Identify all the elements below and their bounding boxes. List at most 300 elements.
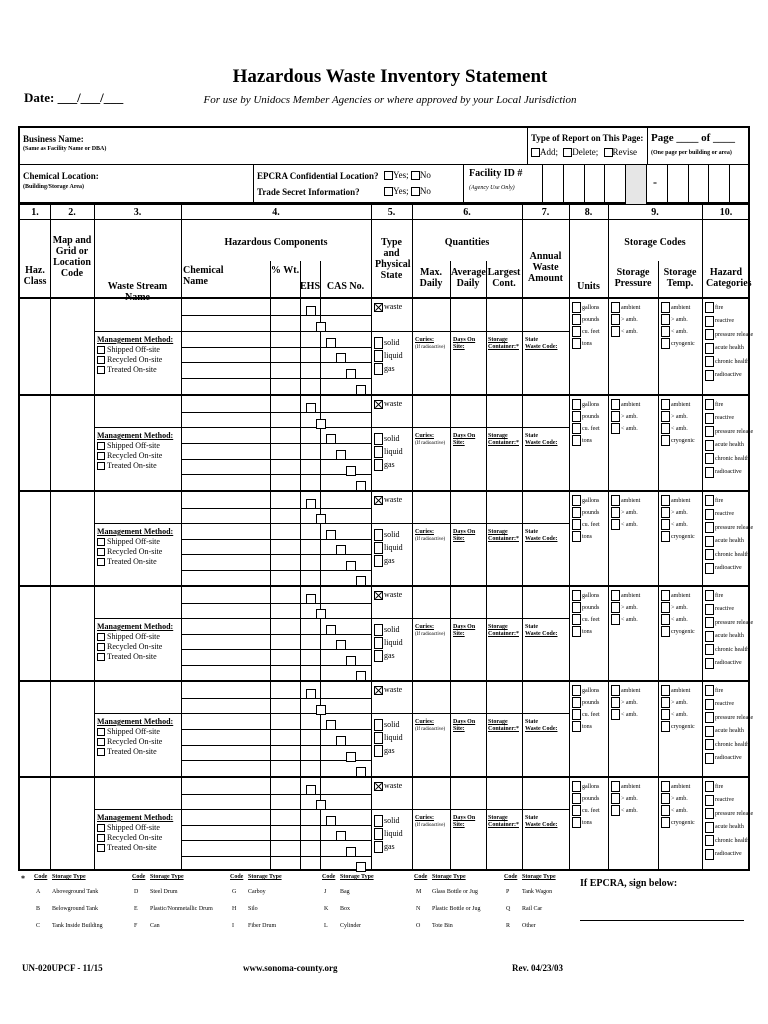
ehs-checkbox[interactable] — [346, 752, 356, 762]
treated-onsite-option[interactable] — [97, 365, 173, 374]
ehs-checkbox[interactable] — [306, 499, 316, 509]
waste-type-option[interactable] — [374, 399, 402, 409]
recycled-onsite-option[interactable] — [97, 833, 173, 842]
temp-checkbox[interactable] — [661, 709, 670, 720]
temp-option[interactable] — [661, 697, 688, 708]
shipped-offsite-checkbox[interactable] — [97, 728, 105, 736]
temp-checkbox[interactable] — [661, 614, 670, 625]
solid-checkbox[interactable] — [374, 433, 383, 445]
facility-id-digit-box[interactable] — [563, 165, 584, 204]
temp-checkbox[interactable] — [661, 507, 670, 518]
solid-checkbox[interactable] — [374, 815, 383, 827]
unit-checkbox[interactable] — [572, 399, 581, 410]
waste-stream-name-input[interactable] — [95, 299, 181, 331]
ehs-checkbox[interactable] — [326, 720, 336, 730]
hazard-option[interactable] — [705, 685, 723, 696]
shipped-offsite-checkbox[interactable] — [97, 346, 105, 354]
haz-class-input[interactable] — [20, 396, 50, 490]
pressure-checkbox[interactable] — [611, 507, 620, 518]
hazard-checkbox[interactable] — [705, 399, 714, 410]
temp-checkbox[interactable] — [661, 411, 670, 422]
haz-class-input[interactable] — [20, 299, 50, 394]
solid-option[interactable] — [374, 624, 400, 636]
liquid-checkbox[interactable] — [374, 350, 383, 362]
shipped-offsite-option[interactable] — [97, 537, 173, 546]
pressure-option[interactable] — [611, 590, 640, 601]
storage-container-field[interactable] — [488, 624, 519, 638]
unit-checkbox[interactable] — [572, 781, 581, 792]
unit-option[interactable] — [572, 626, 592, 637]
treated-onsite-checkbox[interactable] — [97, 844, 105, 852]
temp-option[interactable] — [661, 314, 688, 325]
unit-checkbox[interactable] — [572, 507, 581, 518]
waste-stream-name-input[interactable] — [95, 778, 181, 809]
temp-checkbox[interactable] — [661, 793, 670, 804]
hazard-option[interactable] — [705, 699, 734, 710]
temp-option[interactable] — [661, 614, 688, 625]
hazard-checkbox[interactable] — [705, 795, 714, 806]
waste-type-option[interactable] — [374, 590, 402, 600]
pressure-option[interactable] — [611, 709, 638, 720]
curies-field[interactable] — [415, 815, 445, 829]
unit-option[interactable] — [572, 423, 600, 434]
storage-container-field[interactable] — [488, 529, 519, 543]
unit-option[interactable] — [572, 314, 599, 325]
hazard-checkbox[interactable] — [705, 726, 714, 737]
curies-field[interactable] — [415, 433, 445, 447]
hazard-option[interactable] — [705, 739, 749, 750]
unit-checkbox[interactable] — [572, 817, 581, 828]
date-field[interactable]: Date: ___/___/___ — [24, 90, 124, 105]
temp-checkbox[interactable] — [661, 519, 670, 530]
solid-checkbox[interactable] — [374, 337, 383, 349]
unit-checkbox[interactable] — [572, 423, 581, 434]
waste-type-option[interactable] — [374, 302, 402, 312]
unit-option[interactable] — [572, 326, 600, 337]
hazard-option[interactable] — [705, 495, 723, 506]
unit-option[interactable] — [572, 519, 600, 530]
treated-onsite-option[interactable] — [97, 461, 173, 470]
temp-checkbox[interactable] — [661, 626, 670, 637]
ehs-checkbox[interactable] — [306, 689, 316, 699]
facility-id-digit-box[interactable] — [542, 165, 563, 204]
chemical-location-section[interactable] — [20, 165, 254, 204]
hazard-checkbox[interactable] — [705, 495, 714, 506]
unit-option[interactable] — [572, 531, 592, 542]
unit-checkbox[interactable] — [572, 709, 581, 720]
solid-checkbox[interactable] — [374, 529, 383, 541]
state-waste-code-field[interactable] — [525, 719, 558, 733]
pressure-option[interactable] — [611, 507, 638, 518]
hazard-option[interactable] — [705, 356, 749, 367]
liquid-checkbox[interactable] — [374, 732, 383, 744]
facility-id-digit-box[interactable] — [729, 165, 750, 204]
liquid-option[interactable] — [374, 446, 403, 458]
recycled-onsite-checkbox[interactable] — [97, 834, 105, 842]
facility-id-digit-box[interactable] — [667, 165, 688, 204]
hazard-option[interactable] — [705, 753, 742, 764]
ehs-checkbox[interactable] — [316, 514, 326, 524]
hazard-option[interactable] — [705, 781, 723, 792]
unit-option[interactable] — [572, 817, 592, 828]
temp-checkbox[interactable] — [661, 338, 670, 349]
hazard-checkbox[interactable] — [705, 563, 714, 574]
ehs-checkbox[interactable] — [326, 434, 336, 444]
hazard-checkbox[interactable] — [705, 536, 714, 547]
hazard-option[interactable] — [705, 617, 753, 628]
curies-field[interactable] — [415, 624, 445, 638]
unit-option[interactable] — [572, 614, 600, 625]
location-code-input[interactable] — [51, 682, 94, 776]
ehs-checkbox[interactable] — [336, 353, 346, 363]
pressure-checkbox[interactable] — [611, 519, 620, 530]
temp-checkbox[interactable] — [661, 531, 670, 542]
temp-option[interactable] — [661, 507, 688, 518]
shipped-offsite-option[interactable] — [97, 632, 173, 641]
hazard-option[interactable] — [705, 795, 734, 806]
pressure-checkbox[interactable] — [611, 709, 620, 720]
hazard-checkbox[interactable] — [705, 808, 714, 819]
waste-checkbox[interactable] — [374, 400, 383, 409]
hazard-checkbox[interactable] — [705, 631, 714, 642]
pressure-option[interactable] — [611, 697, 638, 708]
hazard-checkbox[interactable] — [705, 440, 714, 451]
unit-option[interactable] — [572, 793, 599, 804]
storage-container-field[interactable] — [488, 815, 519, 829]
signature-line[interactable] — [580, 920, 744, 921]
haz-class-input[interactable] — [20, 587, 50, 680]
unit-option[interactable] — [572, 302, 599, 313]
ehs-checkbox[interactable] — [306, 594, 316, 604]
pressure-option[interactable] — [611, 519, 638, 530]
unit-option[interactable] — [572, 805, 600, 816]
pressure-checkbox[interactable] — [611, 495, 620, 506]
business-name-section[interactable] — [20, 128, 528, 165]
pressure-checkbox[interactable] — [611, 805, 620, 816]
hazard-checkbox[interactable] — [705, 549, 714, 560]
unit-checkbox[interactable] — [572, 793, 581, 804]
temp-option[interactable] — [661, 531, 695, 542]
temp-checkbox[interactable] — [661, 602, 670, 613]
waste-checkbox[interactable] — [374, 496, 383, 505]
liquid-option[interactable] — [374, 542, 403, 554]
solid-option[interactable] — [374, 337, 400, 349]
facility-id-digit-box[interactable] — [688, 165, 709, 204]
liquid-checkbox[interactable] — [374, 542, 383, 554]
hazard-checkbox[interactable] — [705, 739, 714, 750]
hazard-option[interactable] — [705, 604, 734, 615]
waste-checkbox[interactable] — [374, 782, 383, 791]
unit-option[interactable] — [572, 338, 592, 349]
pressure-option[interactable] — [611, 411, 638, 422]
unit-checkbox[interactable] — [572, 697, 581, 708]
recycled-onsite-checkbox[interactable] — [97, 738, 105, 746]
hazard-checkbox[interactable] — [705, 644, 714, 655]
haz-class-input[interactable] — [20, 682, 50, 776]
state-waste-code-field[interactable] — [525, 337, 558, 351]
temp-option[interactable] — [661, 685, 690, 696]
temp-checkbox[interactable] — [661, 314, 670, 325]
storage-container-field[interactable] — [488, 719, 519, 733]
recycled-onsite-checkbox[interactable] — [97, 356, 105, 364]
ehs-checkbox[interactable] — [336, 831, 346, 841]
unit-checkbox[interactable] — [572, 626, 581, 637]
haz-class-input[interactable] — [20, 492, 50, 585]
gas-option[interactable] — [374, 745, 395, 757]
ehs-checkbox[interactable] — [316, 322, 326, 332]
ehs-checkbox[interactable] — [316, 800, 326, 810]
pressure-checkbox[interactable] — [611, 602, 620, 613]
solid-checkbox[interactable] — [374, 624, 383, 636]
ehs-checkbox[interactable] — [336, 640, 346, 650]
unit-checkbox[interactable] — [572, 519, 581, 530]
unit-option[interactable] — [572, 709, 600, 720]
hazard-checkbox[interactable] — [705, 522, 714, 533]
facility-id-boxes[interactable] — [542, 165, 750, 204]
location-code-input[interactable] — [51, 396, 94, 490]
solid-option[interactable] — [374, 719, 400, 731]
hazard-option[interactable] — [705, 370, 742, 381]
location-code-input[interactable] — [51, 492, 94, 585]
ehs-checkbox[interactable] — [306, 306, 316, 316]
gas-option[interactable] — [374, 459, 395, 471]
hazard-option[interactable] — [705, 631, 744, 642]
pressure-checkbox[interactable] — [611, 326, 620, 337]
days-on-site-field[interactable] — [453, 529, 475, 543]
hazard-checkbox[interactable] — [705, 699, 714, 710]
unit-checkbox[interactable] — [572, 602, 581, 613]
pressure-checkbox[interactable] — [611, 314, 620, 325]
temp-option[interactable] — [661, 781, 690, 792]
treated-onsite-option[interactable] — [97, 652, 173, 661]
gas-option[interactable] — [374, 841, 395, 853]
hazard-checkbox[interactable] — [705, 356, 714, 367]
unit-checkbox[interactable] — [572, 302, 581, 313]
add-checkbox[interactable] — [531, 148, 540, 157]
hazard-checkbox[interactable] — [705, 426, 714, 437]
waste-checkbox[interactable] — [374, 303, 383, 312]
gas-checkbox[interactable] — [374, 555, 383, 567]
ehs-checkbox[interactable] — [316, 419, 326, 429]
pressure-option[interactable] — [611, 602, 638, 613]
temp-checkbox[interactable] — [661, 495, 670, 506]
temp-option[interactable] — [661, 399, 690, 410]
unit-option[interactable] — [572, 602, 599, 613]
liquid-checkbox[interactable] — [374, 637, 383, 649]
temp-option[interactable] — [661, 411, 688, 422]
treated-onsite-checkbox[interactable] — [97, 653, 105, 661]
shipped-offsite-checkbox[interactable] — [97, 538, 105, 546]
waste-stream-name-input[interactable] — [95, 587, 181, 618]
treated-onsite-option[interactable] — [97, 747, 173, 756]
pressure-option[interactable] — [611, 781, 640, 792]
curies-field[interactable] — [415, 719, 445, 733]
hazard-checkbox[interactable] — [705, 835, 714, 846]
waste-type-option[interactable] — [374, 685, 402, 695]
hazard-checkbox[interactable] — [705, 658, 714, 669]
days-on-site-field[interactable] — [453, 433, 475, 447]
temp-option[interactable] — [661, 423, 688, 434]
temp-checkbox[interactable] — [661, 590, 670, 601]
hazard-checkbox[interactable] — [705, 712, 714, 723]
curies-field[interactable] — [415, 337, 445, 351]
gas-checkbox[interactable] — [374, 745, 383, 757]
unit-checkbox[interactable] — [572, 411, 581, 422]
pressure-checkbox[interactable] — [611, 781, 620, 792]
liquid-checkbox[interactable] — [374, 446, 383, 458]
pressure-option[interactable] — [611, 685, 640, 696]
days-on-site-field[interactable] — [453, 337, 475, 351]
temp-checkbox[interactable] — [661, 721, 670, 732]
hazard-checkbox[interactable] — [705, 781, 714, 792]
hazard-checkbox[interactable] — [705, 509, 714, 520]
temp-option[interactable] — [661, 590, 690, 601]
hazard-option[interactable] — [705, 822, 744, 833]
unit-option[interactable] — [572, 590, 599, 601]
hazard-option[interactable] — [705, 522, 753, 533]
temp-option[interactable] — [661, 338, 695, 349]
shipped-offsite-checkbox[interactable] — [97, 633, 105, 641]
storage-container-field[interactable] — [488, 337, 519, 351]
pressure-option[interactable] — [611, 614, 638, 625]
solid-option[interactable] — [374, 815, 400, 827]
hazard-option[interactable] — [705, 440, 744, 451]
pressure-checkbox[interactable] — [611, 697, 620, 708]
hazard-option[interactable] — [705, 399, 723, 410]
unit-option[interactable] — [572, 781, 599, 792]
state-waste-code-field[interactable] — [525, 433, 558, 447]
pressure-checkbox[interactable] — [611, 399, 620, 410]
shipped-offsite-option[interactable] — [97, 727, 173, 736]
waste-checkbox[interactable] — [374, 686, 383, 695]
trade-secret-no-checkbox[interactable] — [411, 187, 420, 196]
treated-onsite-checkbox[interactable] — [97, 748, 105, 756]
hazard-option[interactable] — [705, 563, 742, 574]
gas-checkbox[interactable] — [374, 841, 383, 853]
gas-option[interactable] — [374, 650, 395, 662]
days-on-site-field[interactable] — [453, 719, 475, 733]
hazard-option[interactable] — [705, 343, 744, 354]
curies-field[interactable] — [415, 529, 445, 543]
unit-checkbox[interactable] — [572, 531, 581, 542]
temp-option[interactable] — [661, 817, 695, 828]
temp-checkbox[interactable] — [661, 685, 670, 696]
temp-checkbox[interactable] — [661, 697, 670, 708]
page-number-section[interactable] — [648, 128, 750, 165]
delete-checkbox[interactable] — [563, 148, 572, 157]
temp-option[interactable] — [661, 602, 688, 613]
facility-id-digit-box[interactable] — [584, 165, 605, 204]
waste-type-option[interactable] — [374, 495, 402, 505]
hazard-checkbox[interactable] — [705, 302, 714, 313]
hazard-checkbox[interactable] — [705, 343, 714, 354]
pressure-checkbox[interactable] — [611, 302, 620, 313]
recycled-onsite-option[interactable] — [97, 737, 173, 746]
liquid-option[interactable] — [374, 637, 403, 649]
treated-onsite-checkbox[interactable] — [97, 462, 105, 470]
ehs-checkbox[interactable] — [336, 736, 346, 746]
hazard-option[interactable] — [705, 426, 753, 437]
ehs-checkbox[interactable] — [326, 530, 336, 540]
days-on-site-field[interactable] — [453, 624, 475, 638]
pressure-checkbox[interactable] — [611, 411, 620, 422]
temp-option[interactable] — [661, 793, 688, 804]
haz-class-input[interactable] — [20, 778, 50, 871]
hazard-checkbox[interactable] — [705, 329, 714, 340]
gas-option[interactable] — [374, 555, 395, 567]
hazard-checkbox[interactable] — [705, 590, 714, 601]
temp-checkbox[interactable] — [661, 435, 670, 446]
hazard-checkbox[interactable] — [705, 467, 714, 478]
hazard-option[interactable] — [705, 329, 753, 340]
hazard-option[interactable] — [705, 644, 749, 655]
hazard-option[interactable] — [705, 835, 749, 846]
temp-checkbox[interactable] — [661, 781, 670, 792]
hazard-option[interactable] — [705, 536, 744, 547]
unit-checkbox[interactable] — [572, 590, 581, 601]
recycled-onsite-checkbox[interactable] — [97, 643, 105, 651]
ehs-checkbox[interactable] — [356, 862, 366, 872]
revise-checkbox[interactable] — [604, 148, 613, 157]
pressure-checkbox[interactable] — [611, 423, 620, 434]
storage-container-field[interactable] — [488, 433, 519, 447]
recycled-onsite-option[interactable] — [97, 642, 173, 651]
days-on-site-field[interactable] — [453, 815, 475, 829]
shipped-offsite-option[interactable] — [97, 823, 173, 832]
unit-checkbox[interactable] — [572, 495, 581, 506]
waste-checkbox[interactable] — [374, 591, 383, 600]
temp-checkbox[interactable] — [661, 423, 670, 434]
hazard-option[interactable] — [705, 453, 749, 464]
hazard-option[interactable] — [705, 658, 742, 669]
ehs-checkbox[interactable] — [316, 609, 326, 619]
shipped-offsite-checkbox[interactable] — [97, 824, 105, 832]
waste-stream-name-input[interactable] — [95, 492, 181, 523]
unit-checkbox[interactable] — [572, 314, 581, 325]
ehs-checkbox[interactable] — [346, 656, 356, 666]
ehs-checkbox[interactable] — [316, 705, 326, 715]
shipped-offsite-option[interactable] — [97, 345, 173, 354]
hazard-checkbox[interactable] — [705, 822, 714, 833]
ehs-checkbox[interactable] — [346, 466, 356, 476]
hazard-option[interactable] — [705, 316, 734, 327]
treated-onsite-option[interactable] — [97, 557, 173, 566]
hazard-option[interactable] — [705, 302, 723, 313]
liquid-option[interactable] — [374, 350, 403, 362]
unit-checkbox[interactable] — [572, 614, 581, 625]
hazard-option[interactable] — [705, 590, 723, 601]
unit-checkbox[interactable] — [572, 338, 581, 349]
temp-option[interactable] — [661, 326, 688, 337]
ehs-checkbox[interactable] — [336, 545, 346, 555]
temp-checkbox[interactable] — [661, 302, 670, 313]
unit-option[interactable] — [572, 435, 592, 446]
hazard-checkbox[interactable] — [705, 753, 714, 764]
temp-option[interactable] — [661, 805, 688, 816]
facility-id-digit-box[interactable] — [625, 165, 646, 204]
state-waste-code-field[interactable] — [525, 529, 558, 543]
unit-checkbox[interactable] — [572, 326, 581, 337]
location-code-input[interactable] — [51, 778, 94, 871]
location-code-input[interactable] — [51, 587, 94, 680]
recycled-onsite-option[interactable] — [97, 547, 173, 556]
temp-option[interactable] — [661, 721, 695, 732]
shipped-offsite-option[interactable] — [97, 441, 173, 450]
treated-onsite-checkbox[interactable] — [97, 558, 105, 566]
hazard-option[interactable] — [705, 549, 749, 560]
gas-option[interactable] — [374, 363, 395, 375]
state-waste-code-field[interactable] — [525, 815, 558, 829]
